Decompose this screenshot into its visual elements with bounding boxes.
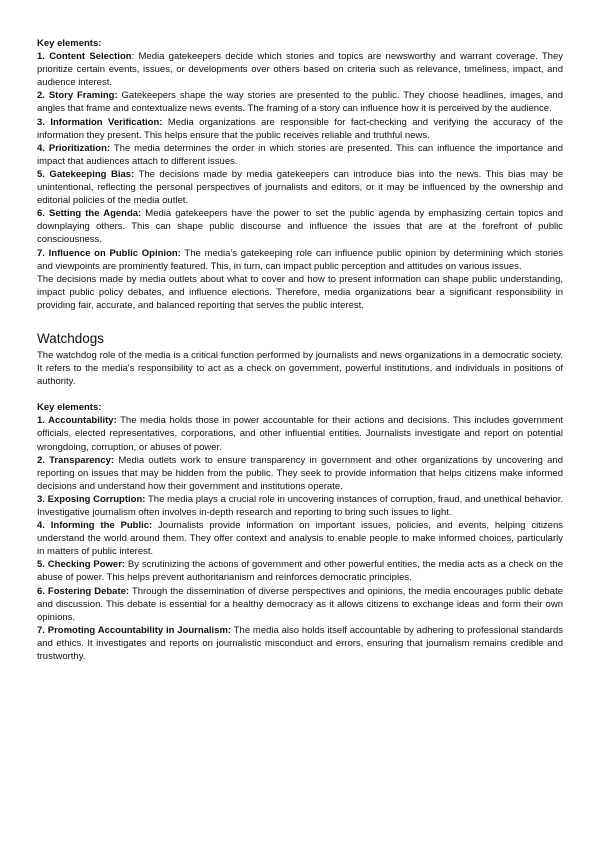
item-text: Journalists provide information on important issues, policies, and events, helping citizens understand the world around them. They offer context and analysis to enable people to make informed choices, particularly in matters of public interest.: [37, 520, 563, 558]
gatekeeping-item-2: [37, 89, 563, 115]
watchdogs-item-4: [37, 519, 563, 558]
document-page: [37, 37, 563, 663]
gatekeeping-item-4: [37, 142, 563, 168]
watchdogs-item-1: [37, 414, 563, 453]
item-term: 4. Prioritization:: [37, 142, 111, 154]
item-text: The media plays a crucial role in uncovering instances of corruption, fraud, and unethical behavior. Investigative journalism often involves in-depth research and reporting to bring such issues to light.: [37, 493, 563, 518]
item-sep: :: [131, 51, 135, 63]
item-term: 4. Informing the Public:: [37, 520, 153, 532]
gatekeeping-key-elements-heading: Key elements:: [37, 38, 102, 49]
paragraph-spacer: [37, 388, 563, 401]
gatekeeping-item-7: [37, 247, 563, 273]
item-text: The decisions made by media gatekeepers can introduce bias into the news. This bias may be unintentional, reflecting the personal perspectives of journalists and editors, or it may be influenced by the ownership and editorial policies of the media outlet.: [37, 168, 564, 207]
item-term: 6. Fostering Debate:: [37, 585, 130, 597]
gatekeeping-item-6: [37, 207, 563, 246]
item-term: 1. Accountability:: [37, 415, 117, 427]
watchdogs-item-6: [37, 585, 563, 624]
item-text: The media holds those in power accountable for their actions and decisions. This includes government officials, elected representatives, corporations, and other influential entities. Journalists investigate and report on potential wrongdoing, corruption, or abuses of power.: [37, 415, 563, 453]
item-term: 5. Gatekeeping Bias:: [37, 168, 135, 180]
item-term: 3. Information Verification:: [37, 116, 163, 128]
item-text: Media gatekeepers decide which stories and topics are newsworthy and warrant coverage. They prioritize certain events, issues, or developments over others based on criteria such as relevance, timeliness, impact, and audience interest.: [37, 51, 563, 89]
watchdogs-item-2: [37, 454, 563, 493]
item-term: 2. Story Framing:: [37, 90, 118, 102]
watchdogs-item-7: [37, 624, 563, 663]
item-text: The media determines the order in which stories are presented. This can influence the importance and impact that audiences attach to different issues.: [37, 142, 563, 167]
item-text: By scrutinizing the actions of government and other powerful entities, the media acts as a check on the abuse of power. This helps prevent authoritarianism and reinforces democratic principles.: [37, 559, 563, 584]
watchdogs-item-3: [37, 493, 563, 519]
item-term: 2. Transparency:: [37, 454, 115, 466]
item-text: Media organizations are responsible for fact-checking and verifying the accuracy of the information they present. This helps ensure that the public receives reliable and truthful news.: [37, 116, 563, 141]
item-text: The media also holds itself accountable by adhering to professional standards and ethics. It investigates and reports on journalistic misconduct and errors, ensuring that journalism remains credible and trustworthy.: [37, 624, 563, 663]
item-term: 5. Checking Power:: [37, 559, 126, 571]
item-term: 7. Influence on Public Opinion:: [37, 247, 181, 259]
gatekeeping-item-1: [37, 50, 563, 89]
item-text: The media's gatekeeping role can influence public opinion by determining which stories and viewpoints are prominently featured. This, in turn, can impact public perception and attitudes on various issues.: [37, 247, 563, 272]
item-term: 1. Content Selection: [37, 51, 132, 63]
item-text: Gatekeepers shape the way stories are presented to the public. They choose headlines, images, and angles that frame and contextualize news events. The framing of a story can influence how it is perceived by the audience.: [37, 90, 564, 115]
watchdogs-section-title: Watchdogs: [37, 330, 105, 346]
watchdogs-item-5: [37, 558, 563, 584]
item-text: Media gatekeepers have the power to set the public agenda by emphasizing certain topics and downplaying others. This can shape public discourse and influence the issues that are at the forefront of public consciousness.: [37, 208, 564, 246]
gatekeeping-item-3: [37, 116, 563, 142]
gatekeeping-conclusion: The decisions made by media outlets about what to cover and how to present information can shape public understanding, impact public policy debates, and influence elections. Therefore, media organizations bear a significant responsibility in providing fair, accurate, and balanced reporting that serves the public interest.: [37, 273, 563, 311]
item-text: Media outlets work to ensure transparency in government and other organizations by uncovering and reporting on issues that may be hidden from the public. They seek to provide information that helps citizens make informed decisions and understand how their government and institutions operate.: [37, 454, 563, 492]
item-term: 6. Setting the Agenda:: [37, 208, 142, 220]
watchdogs-key-elements-heading: Key elements:: [37, 402, 102, 414]
item-text: Through the dissemination of diverse perspectives and opinions, the media encourages public debate and discussion. This debate is essential for a healthy democracy as it allows citizens to exchange ideas and form their own opinions.: [37, 585, 563, 623]
watchdogs-intro: The watchdog role of the media is a critical function performed by journalists and news organizations in a democratic society. It refers to the media's responsibility to act as a check on government, powerful institutions, and individuals in positions of authority.: [37, 349, 563, 388]
gatekeeping-item-5: [37, 168, 563, 207]
item-term: 3. Exposing Corruption:: [37, 493, 146, 505]
item-term: 7. Promoting Accountability in Journalism:: [37, 624, 232, 636]
